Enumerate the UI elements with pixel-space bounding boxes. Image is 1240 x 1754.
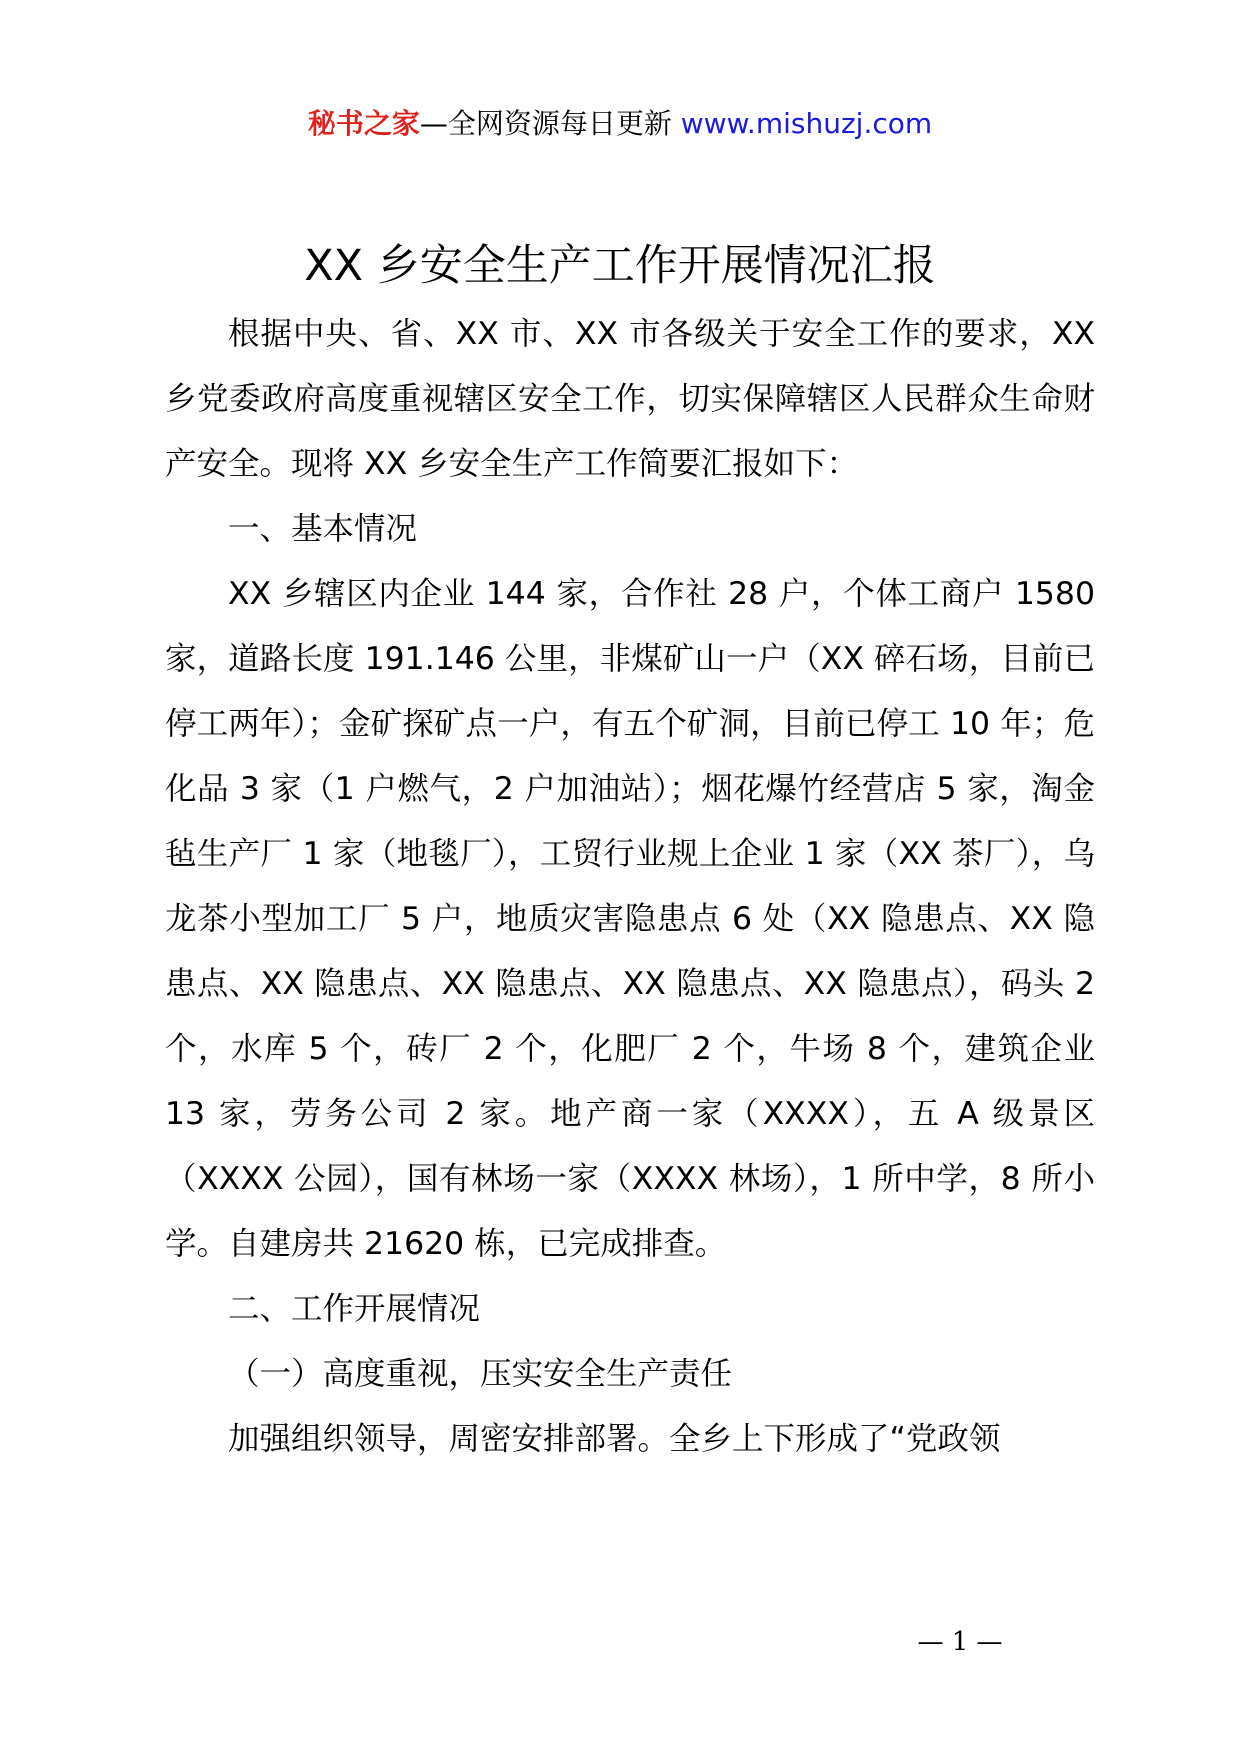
site-url-link[interactable]: www.mishuzj.com — [680, 107, 933, 140]
subsection-heading-1: （一）高度重视，压实安全生产责任 — [228, 1356, 733, 1392]
header-banner — [0, 100, 1240, 148]
section-heading-work: 二、工作开展情况 — [228, 1291, 481, 1327]
document-body — [165, 302, 1095, 1472]
page-number: — 1 — — [917, 1627, 1003, 1657]
paragraph-basic-info: XX 乡辖区内企业 144 家，合作社 28 户，个体工商户 1580 家，道路长度 191.146 公里，非煤矿山一户（XX 碎石场，目前已停工两年）；金矿探矿点一户，有五个矿洞，目前已停工 10 年；危化品 3 家（1 户燃气，2 户加油站）；烟花爆竹经营店 5 家，淘金毡生产厂 1 家（地毯厂），工贸行业规上企业 1 家（XX 茶厂），乌龙茶小型加工厂 5 户，地质灾害隐患点 6 处（XX 隐患点、XX 隐患点、XX 隐患点、XX 隐患点、XX 隐患点、XX 隐患点），码头 2 个，水库 5 个，砖厂 2 个，化肥厂 2 个，牛场 8 个，建筑企业 13 家，劳务公司 2 家。地产商一家（XXXX），五 A 级景区（XXXX 公园），国有林场一家（XXXX 林场），1 所中学，8 所小学。自建房共 21620 栋，已完成排查。 — [165, 576, 1095, 1262]
document-title: XX 乡安全生产工作开展情况汇报 — [304, 241, 936, 291]
section-heading-basic: 一、基本情况 — [228, 511, 418, 547]
paragraph-work-1: 加强组织领导，周密安排部署。全乡上下形成了“党政领 — [228, 1421, 1001, 1457]
brand-name: 秘书之家 — [307, 107, 420, 140]
paragraph-intro: 根据中央、省、XX 市、XX 市各级关于安全工作的要求，XX 乡党委政府高度重视辖区安全工作，切实保障辖区人民群众生命财产安全。现将 XX 乡安全生产工作简要汇报如下： — [165, 316, 1095, 482]
header-tagline: —全网资源每日更新 — [419, 107, 672, 140]
